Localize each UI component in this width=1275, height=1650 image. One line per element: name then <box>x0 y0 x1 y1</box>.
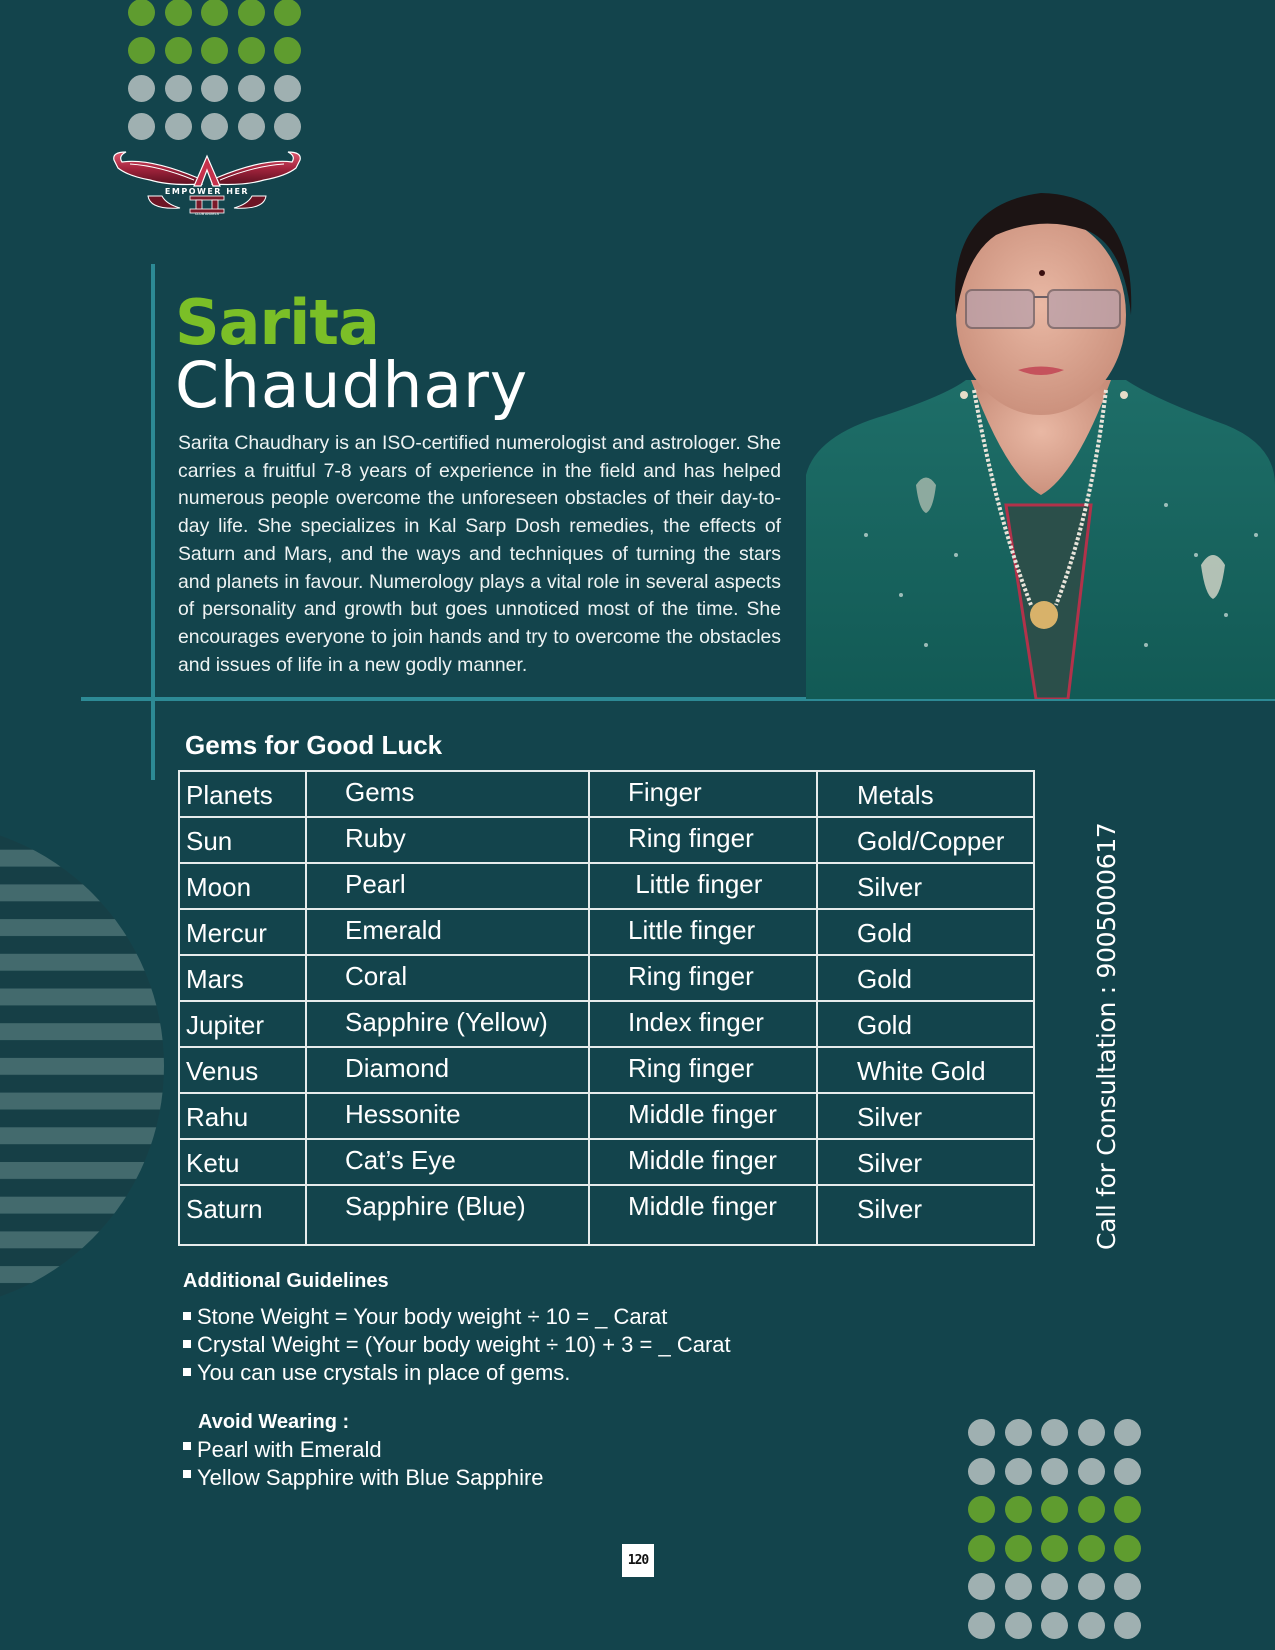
table-header-row <box>179 771 1034 817</box>
decorative-dot-green <box>201 37 228 64</box>
avoid-text: Yellow Sapphire with Blue Sapphire <box>197 1465 544 1490</box>
guidelines-heading: Additional Guidelines <box>183 1270 389 1292</box>
consultation-phone-cta: Call for Consultation : 9005000617 <box>1092 822 1121 1250</box>
square-bullet-icon <box>183 1368 191 1376</box>
cell-metal: Gold/Copper <box>817 817 1034 863</box>
decorative-dot-green <box>128 0 155 26</box>
decorative-dot-grey <box>274 75 301 102</box>
decorative-dot-green <box>165 0 192 26</box>
decorative-dot-grey <box>274 113 301 140</box>
decorative-dot-green <box>1005 1496 1032 1523</box>
table-row <box>179 863 1034 909</box>
square-bullet-icon <box>183 1442 191 1450</box>
decorative-dot-green <box>165 37 192 64</box>
table-row <box>179 909 1034 955</box>
cell-finger: Ring finger <box>589 817 817 863</box>
decorative-dot-grey <box>1078 1612 1105 1639</box>
empower-her-logo <box>110 150 304 220</box>
cell-finger: Middle finger <box>589 1185 817 1245</box>
list-item <box>183 1464 544 1492</box>
list-item <box>183 1359 731 1387</box>
cell-finger: Little finger <box>589 863 817 909</box>
decorative-dot-grey <box>1078 1573 1105 1600</box>
header-gems: Gems <box>306 771 589 817</box>
portrait-photo <box>806 175 1275 699</box>
cell-gem: Sapphire (Blue) <box>306 1185 589 1245</box>
square-bullet-icon <box>183 1312 191 1320</box>
cell-gem: Pearl <box>306 863 589 909</box>
decorative-dot-grey <box>238 75 265 102</box>
cell-planet: Moon <box>179 863 306 909</box>
cell-gem: Hessonite <box>306 1093 589 1139</box>
decorative-dot-grey <box>1114 1419 1141 1446</box>
decorative-dot-grey <box>1114 1612 1141 1639</box>
cell-finger: Ring finger <box>589 1047 817 1093</box>
cell-gem: Cat’s Eye <box>306 1139 589 1185</box>
cell-planet: Rahu <box>179 1093 306 1139</box>
last-name-heading: Chaudhary <box>175 349 529 422</box>
cell-metal: White Gold <box>817 1047 1034 1093</box>
cell-finger: Middle finger <box>589 1139 817 1185</box>
striped-circle-icon <box>0 815 165 1317</box>
guideline-text: Stone Weight = Your body weight ÷ 10 = _ Carat <box>197 1304 668 1329</box>
decorative-dot-green <box>1114 1535 1141 1562</box>
cell-planet: Jupiter <box>179 1001 306 1047</box>
table-row <box>179 1001 1034 1047</box>
header-finger: Finger <box>589 771 817 817</box>
decorative-dot-grey <box>165 75 192 102</box>
decorative-dot-green <box>201 0 228 26</box>
gems-table-title: Gems for Good Luck <box>185 730 443 760</box>
cell-metal: Silver <box>817 1139 1034 1185</box>
table-row <box>179 1047 1034 1093</box>
cell-metal: Silver <box>817 1093 1034 1139</box>
guideline-text: Crystal Weight = (Your body weight ÷ 10) + 3 = _ Carat <box>197 1332 731 1357</box>
square-bullet-icon <box>183 1340 191 1348</box>
decorative-dot-grey <box>1041 1612 1068 1639</box>
guidelines-list <box>183 1303 731 1387</box>
cell-gem: Diamond <box>306 1047 589 1093</box>
decorative-dot-green <box>1005 1535 1032 1562</box>
cell-finger: Middle finger <box>589 1093 817 1139</box>
first-name-heading: Sarita <box>175 286 379 359</box>
decorative-dot-grey <box>968 1573 995 1600</box>
cell-gem: Sapphire (Yellow) <box>306 1001 589 1047</box>
cell-planet: Mercur <box>179 909 306 955</box>
cell-gem: Ruby <box>306 817 589 863</box>
cell-planet: Sun <box>179 817 306 863</box>
square-bullet-icon <box>183 1470 191 1478</box>
cell-finger: Ring finger <box>589 955 817 1001</box>
header-planets: Planets <box>179 771 306 817</box>
cell-metal: Silver <box>817 863 1034 909</box>
page-number: 120 <box>622 1544 654 1577</box>
decorative-dot-grey <box>968 1458 995 1485</box>
decorative-dot-green <box>968 1496 995 1523</box>
decorative-dot-grey <box>968 1612 995 1639</box>
decorative-dot-grey <box>1005 1573 1032 1600</box>
decorative-dots-bottom <box>968 1419 1142 1639</box>
decorative-dot-green <box>1114 1496 1141 1523</box>
vertical-accent-rule <box>151 264 155 780</box>
cell-planet: Ketu <box>179 1139 306 1185</box>
decorative-dot-grey <box>1114 1458 1141 1485</box>
decorative-dot-green <box>128 37 155 64</box>
decorative-dot-green <box>1041 1535 1068 1562</box>
decorative-dot-grey <box>165 113 192 140</box>
header-metals: Metals <box>817 771 1034 817</box>
list-item <box>183 1331 731 1359</box>
table-row <box>179 1139 1034 1185</box>
cell-gem: Emerald <box>306 909 589 955</box>
decorative-dot-grey <box>238 113 265 140</box>
guideline-text: You can use crystals in place of gems. <box>197 1360 571 1385</box>
decorative-dot-green <box>238 37 265 64</box>
decorative-dots-top <box>128 0 302 140</box>
cell-finger: Little finger <box>589 909 817 955</box>
decorative-dot-grey <box>1005 1612 1032 1639</box>
striped-semicircle-decoration <box>0 815 165 1317</box>
decorative-dot-grey <box>201 75 228 102</box>
cell-planet: Saturn <box>179 1185 306 1245</box>
cell-metal: Gold <box>817 1001 1034 1047</box>
table-row <box>179 1185 1034 1245</box>
cell-metal: Gold <box>817 909 1034 955</box>
bio-paragraph: Sarita Chaudhary is an ISO-certified numerologist and astrologer. She carries a fruitful 7-8 years of experience in the field and has helped numerous people overcome the unforeseen obstacles of their day-to-day life. She specializes in Kal Sarp Dosh remedies, the effects of Saturn and Mars, and the ways and techniques of turning the stars and planets in favour. Numerology plays a vital role in several aspects of personality and growth but goes unnoticed most of the time. She encourages everyone to join hands and try to overcome the obstacles and issues of life in a new godly manner. <box>178 432 781 676</box>
table-row <box>179 817 1034 863</box>
winged-a-logo-icon <box>110 150 304 220</box>
cell-metal: Gold <box>817 955 1034 1001</box>
cell-planet: Venus <box>179 1047 306 1093</box>
avoid-wearing-list <box>183 1436 544 1492</box>
portrait-illustration-icon <box>806 175 1275 699</box>
cell-planet: Mars <box>179 955 306 1001</box>
decorative-dot-grey <box>1005 1458 1032 1485</box>
decorative-dot-grey <box>201 113 228 140</box>
decorative-dot-grey <box>1041 1458 1068 1485</box>
decorative-dot-green <box>274 37 301 64</box>
decorative-dot-green <box>1078 1496 1105 1523</box>
decorative-dot-green <box>1041 1496 1068 1523</box>
cell-gem: Coral <box>306 955 589 1001</box>
cell-metal: Silver <box>817 1185 1034 1245</box>
table-row <box>179 955 1034 1001</box>
list-item <box>183 1436 544 1464</box>
decorative-dot-grey <box>968 1419 995 1446</box>
decorative-dot-green <box>238 0 265 26</box>
decorative-dot-grey <box>1078 1458 1105 1485</box>
avoid-text: Pearl with Emerald <box>197 1437 382 1462</box>
logo-text: EMPOWER HER <box>164 187 250 196</box>
decorative-dot-grey <box>1078 1419 1105 1446</box>
decorative-dot-green <box>1078 1535 1105 1562</box>
decorative-dot-green <box>968 1535 995 1562</box>
list-item <box>183 1303 731 1331</box>
decorative-dot-grey <box>1041 1419 1068 1446</box>
table-row <box>179 1093 1034 1139</box>
avoid-wearing-heading: Avoid Wearing : <box>198 1411 350 1433</box>
decorative-dot-grey <box>128 75 155 102</box>
logo-subtext: CLUB ANGELS <box>194 212 220 216</box>
decorative-dot-green <box>274 0 301 26</box>
decorative-dot-grey <box>1114 1573 1141 1600</box>
decorative-dot-grey <box>128 113 155 140</box>
decorative-dot-grey <box>1005 1419 1032 1446</box>
decorative-dot-grey <box>1041 1573 1068 1600</box>
cell-finger: Index finger <box>589 1001 817 1047</box>
gems-table <box>178 770 1035 1246</box>
